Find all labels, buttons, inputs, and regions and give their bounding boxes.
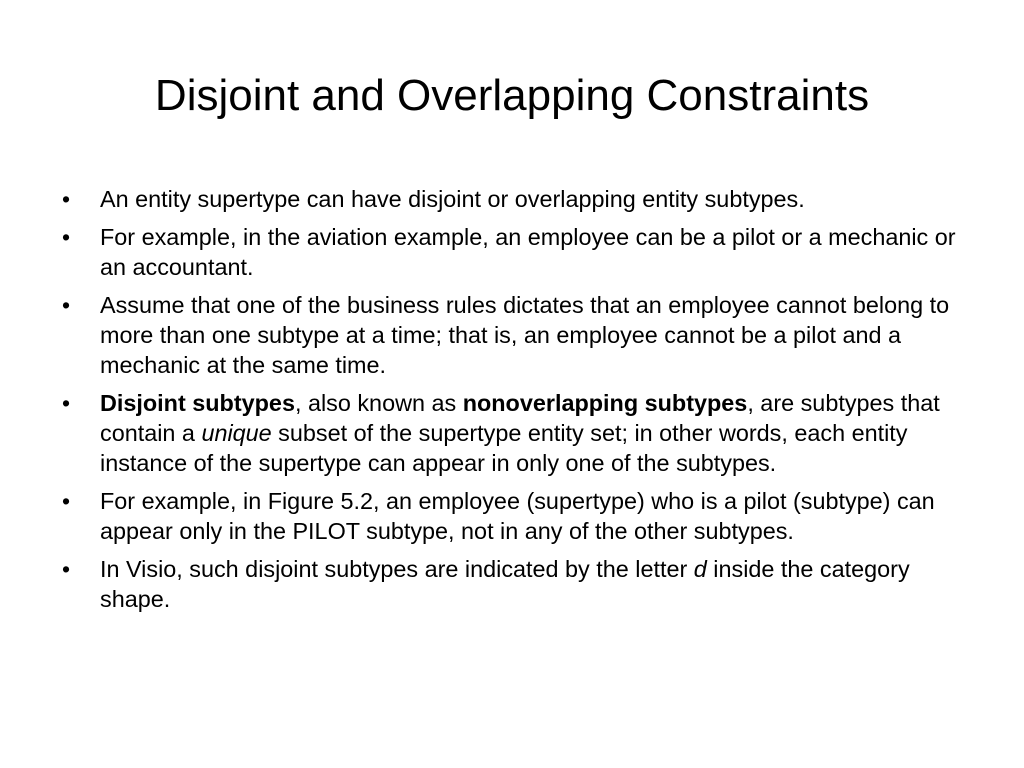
bullet-text-segment: For example, in the aviation example, an employee can be a pilot or a mechanic or an accountant. [100, 224, 956, 280]
slide-title: Disjoint and Overlapping Constraints [154, 71, 870, 120]
bullet-text-segment: , are subtypes that contain a [100, 390, 940, 446]
bullet-text-segment: subset of the supertype entity set; in other words, each entity instance of the supertype can appear in only one of the subtypes. [100, 420, 908, 476]
bullet-item [62, 184, 967, 214]
bullet-text [100, 292, 949, 378]
bullet-text-segment: , also known as [294, 390, 463, 416]
bullet-item [62, 486, 967, 546]
bullet-item [62, 554, 967, 614]
bullet-item [62, 388, 967, 478]
bullet-text [100, 224, 956, 280]
bullet-text [100, 488, 935, 544]
bullet-text [100, 186, 805, 212]
bullet-text [100, 390, 940, 476]
bullet-marker: • [62, 186, 71, 212]
bullet-marker: • [62, 488, 71, 514]
bullet-text-segment: unique [201, 420, 272, 446]
bullet-text-segment: An entity supertype can have disjoint or overlapping entity subtypes. [100, 186, 805, 212]
bullet-marker: • [62, 556, 71, 582]
bullet-text-segment: For example, in Figure 5.2, an employee (supertype) who is a pilot (subtype) can appear only in the PILOT subtype, not in any of the other subtypes. [100, 488, 935, 544]
bullet-text [100, 556, 910, 612]
bullet-item [62, 222, 967, 282]
bullet-text-segment: Disjoint subtypes [100, 390, 295, 416]
bullet-text-segment: In Visio, such disjoint subtypes are indicated by the letter [100, 556, 694, 582]
bullet-marker: • [62, 224, 71, 250]
bullet-text-segment: nonoverlapping subtypes [462, 390, 748, 416]
bullet-item [62, 290, 967, 380]
bullet-text-segment: d [693, 556, 707, 582]
bullet-list [62, 184, 967, 622]
bullet-text-segment: Assume that one of the business rules dictates that an employee cannot belong to more than one subtype at a time; that is, an employee cannot be a pilot and a mechanic at the same time. [100, 292, 950, 378]
bullet-marker: • [62, 292, 71, 318]
bullet-marker: • [62, 390, 71, 416]
bullet-text-segment: inside the category shape. [100, 556, 910, 612]
